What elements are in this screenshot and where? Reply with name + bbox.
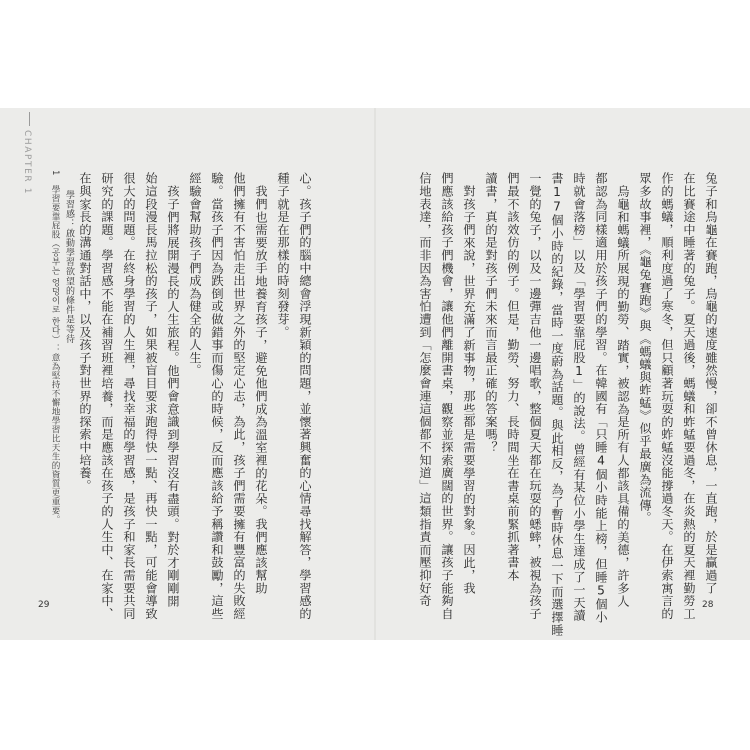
page-number-left: 29 bbox=[38, 600, 50, 610]
right-col-9: 一覺的兔子，以及一邊彈吉他一邊唱歌，整個夏天都在玩耍的蟋蟀，被視為孩子 bbox=[528, 172, 542, 620]
left-col-10: 研究的課題。學習感不能在補習班裡培養，而是應該在孩子的人生中、在家中、 bbox=[100, 172, 114, 620]
page-number-right: 28 bbox=[702, 600, 714, 610]
left-col-6: 經驗會幫助孩子們成為健全的人生。 bbox=[188, 172, 202, 377]
left-col-11: 在與家長的溝通對話中，以及孩子對世界的探索中培養。 bbox=[78, 172, 92, 492]
right-col-1: 兔子和烏龜在賽跑，烏龜的速度雖然慢，卻不曾休息，一直跑，於是贏過了 bbox=[704, 172, 718, 595]
right-col-14: 信地表達，而非因為害怕遭到「怎麼會連這個都不知道」這類指責而壓抑好奇 bbox=[418, 172, 432, 608]
left-col-1: 心。孩子們的腦中總會浮現新穎的問題，並懷著興奮的心情尋找解答，學習感的 bbox=[298, 172, 312, 620]
left-col-7: 孩子們將展開漫長的人生旅程。他們會意識到學習沒有盡頭。對於才剛剛開 bbox=[166, 185, 180, 608]
right-col-5: 烏龜和螞蟻所展現的勤勞、踏實，被認為是所有人都該具備的美德，許多人 bbox=[616, 185, 630, 608]
right-col-13: 們應該給孩子們機會，讓他們離開書桌，觀察並探索廣闊的世界。讓孩子能夠自 bbox=[440, 172, 454, 620]
page-gutter bbox=[374, 108, 376, 640]
footnote: 1 學習要靠屁股（공부는 엉덩이로 한다）：意為堅持不懈地學習比天生的資質更重要。 bbox=[50, 170, 60, 525]
right-col-12: 對孩子們來說，世界充滿了新事物，那些都是需要學習的對象。因此，我 bbox=[462, 185, 476, 595]
section-title: 學習感：啟動學習欲望的條件是等待 bbox=[64, 190, 74, 344]
left-col-2: 種子就是在那樣的時刻發芽。 bbox=[276, 172, 290, 339]
chapter-rule bbox=[29, 112, 30, 126]
left-col-3: 我們也需要放手地養育孩子，避免他們成為溫室裡的花朵。我們應該幫助 bbox=[254, 185, 268, 595]
left-col-4: 他們擁有不害怕走出世界之外的堅定心志，為此，孩子們需要擁有豐富的失敗經 bbox=[232, 172, 246, 620]
chapter-label: CHAPTER 1 bbox=[22, 130, 32, 196]
right-col-11: 讀書，真的是對孩子們未來而言最正確的答案嗎？ bbox=[484, 172, 498, 454]
left-col-8: 始這段漫長馬拉松的孩子，如果被盲目要求跑得快一點、再快一點，可能會導致 bbox=[144, 172, 158, 620]
left-col-5: 驗。當孩子們因為跌倒或做錯事而傷心的時候，反而應該給予稱讚和鼓勵，這些 bbox=[210, 172, 224, 620]
right-col-7: 時就會落榜」以及「學習要靠屁股1」的說法。曾經有某位小學生達成了一天讀 bbox=[572, 172, 586, 622]
left-col-9: 很大的問題。在終身學習的人生裡，尋找幸福的學習感，是孩子和家長需要共同 bbox=[122, 172, 136, 620]
right-col-6: 都認為同樣適用於孩子們的學習。在韓國有「只睡4個小時能上榜，但睡5個小 bbox=[594, 172, 608, 624]
right-col-3: 作的螞蟻，順利度過了寒冬，但只顧著玩耍的蚱蜢沒能撐過冬天。在伊索寓言的 bbox=[660, 172, 674, 620]
right-col-2: 在比賽途中睡著的兔子。夏天過後，螞蟻和蚱蜢要過冬，在炎熱的夏天裡勤勞工 bbox=[682, 172, 696, 620]
right-col-4: 眾多故事裡，《龜兔賽跑》與《螞蟻與蚱蜢》似乎最廣為流傳。 bbox=[638, 172, 652, 525]
right-col-8: 書17個小時的紀錄，當時一度蔚為話題。與此相反，為了暫時休息一下而選擇睡 bbox=[550, 172, 564, 637]
right-col-10: 們最不該效仿的例子。但是，勤勞、努力、長時間坐在書桌前緊抓著書本 bbox=[506, 172, 520, 582]
